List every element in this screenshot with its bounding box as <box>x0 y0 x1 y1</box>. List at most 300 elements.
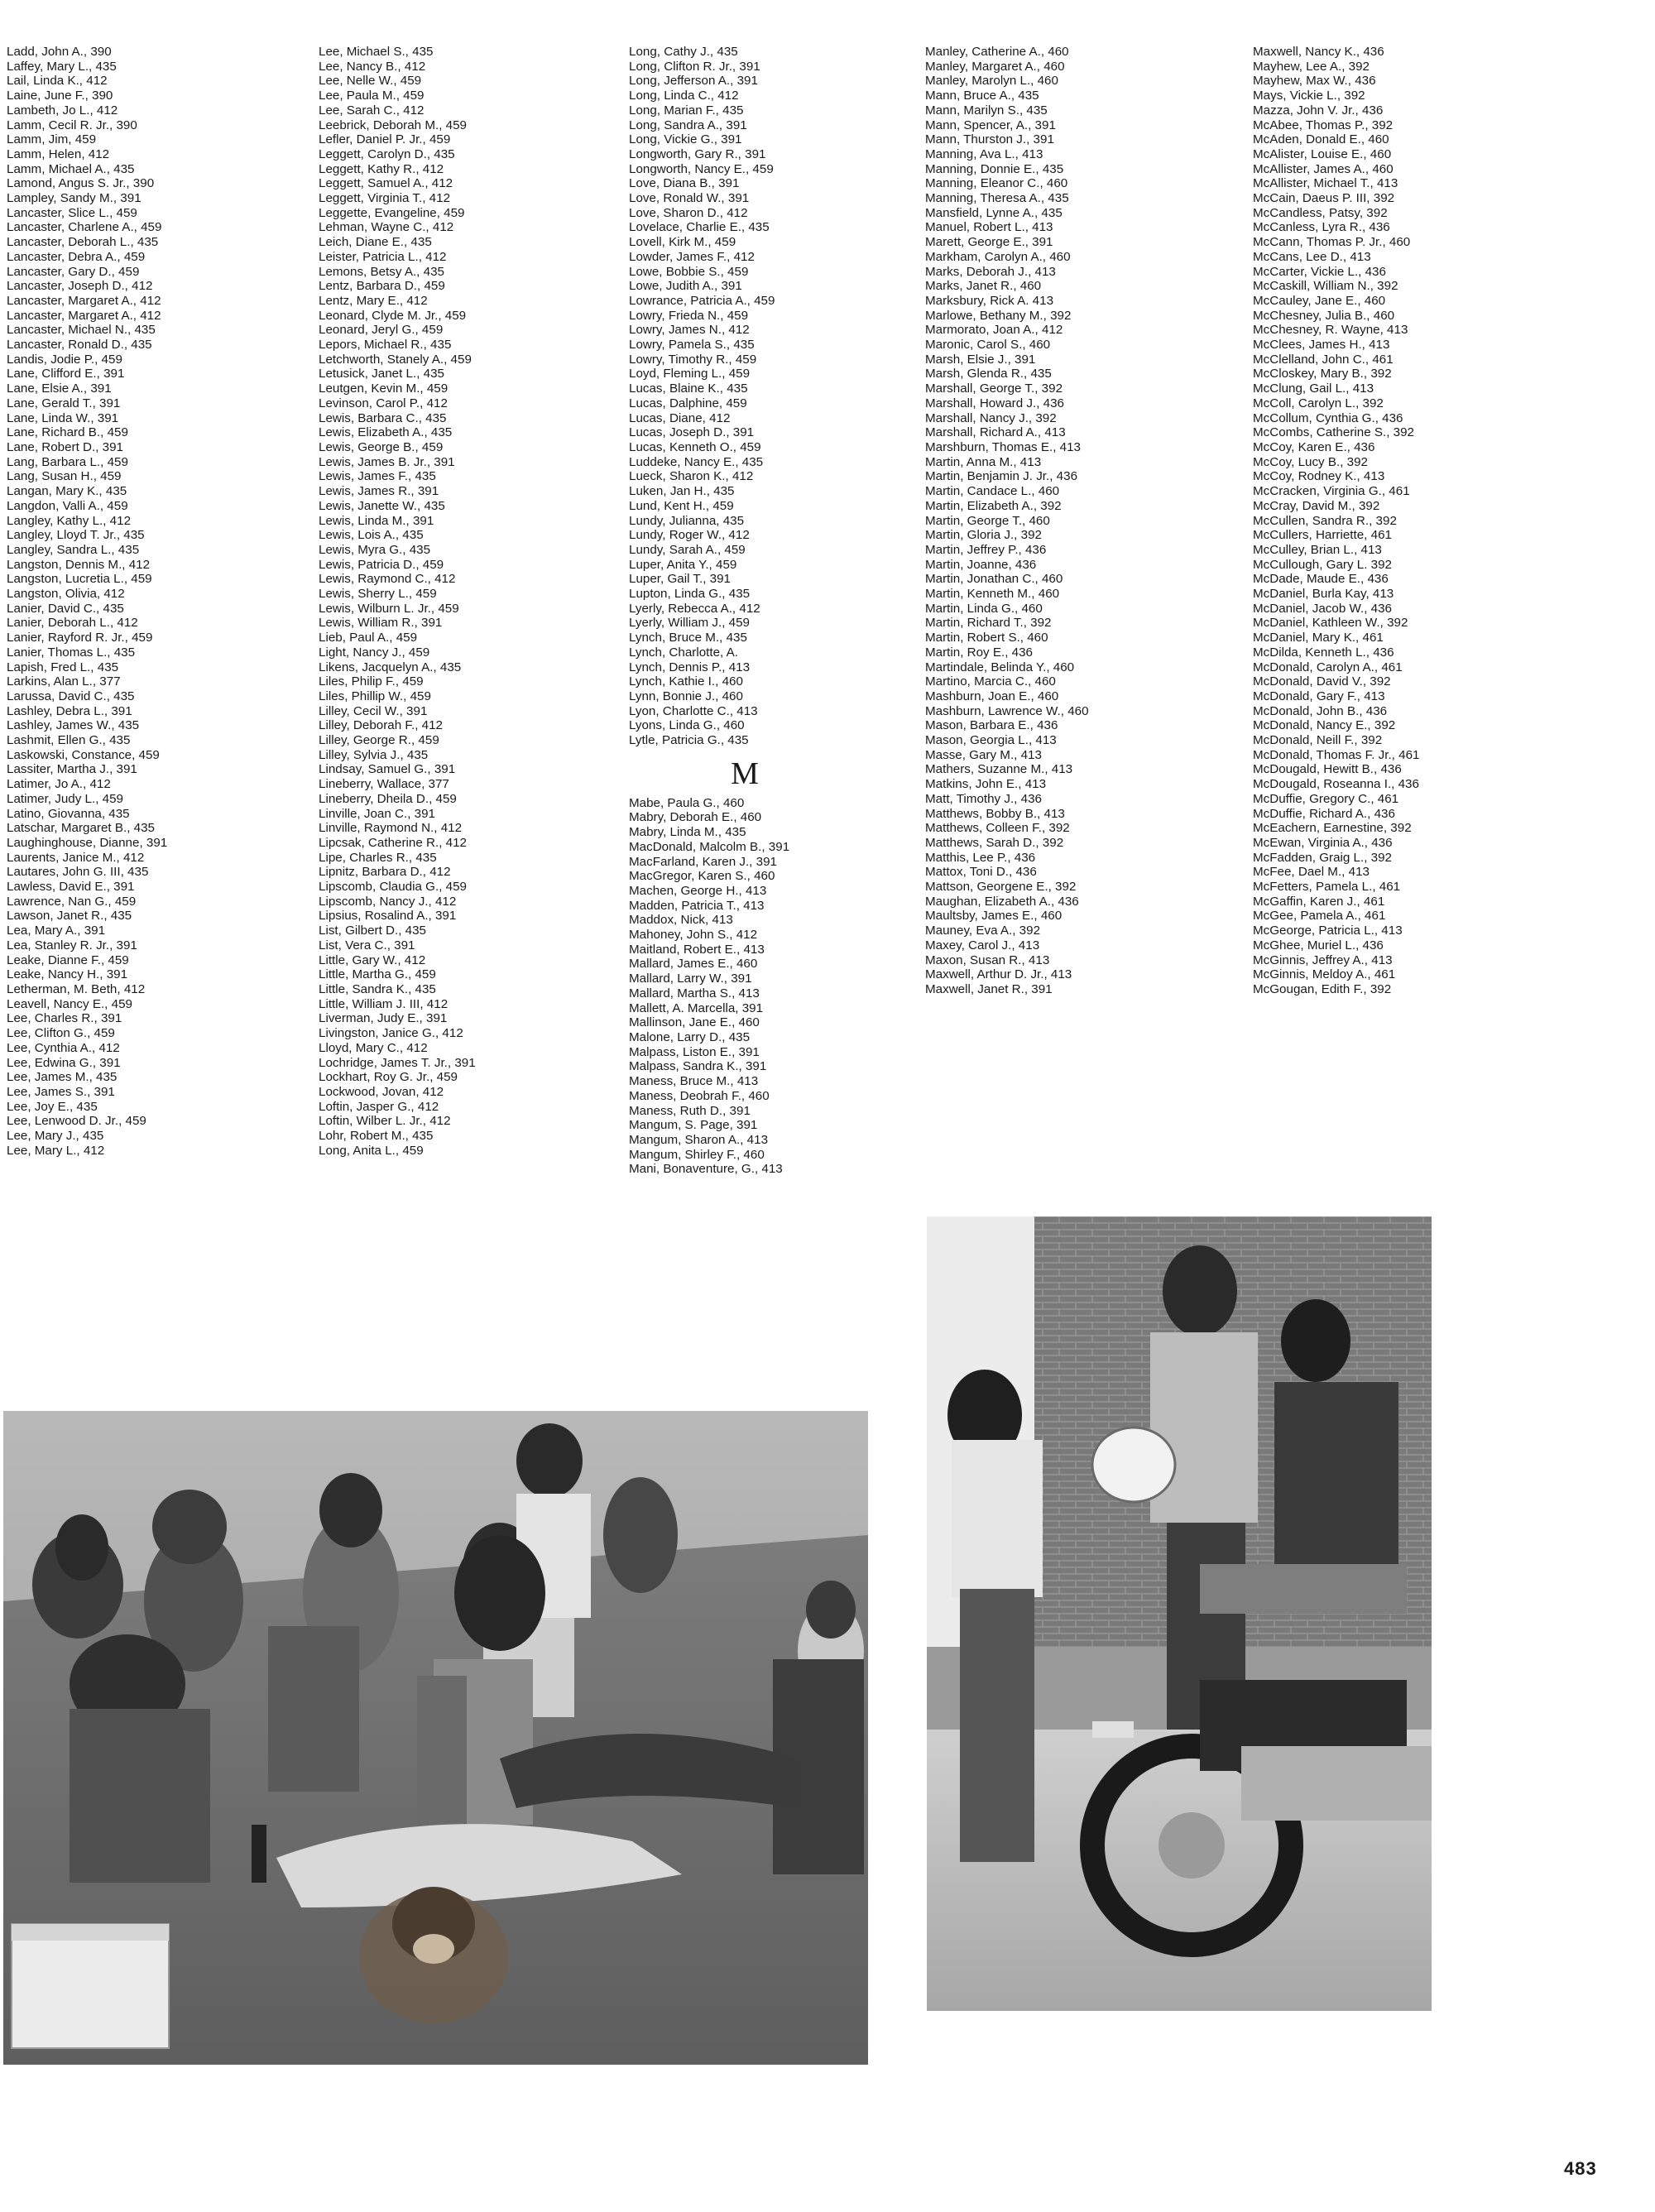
index-entry: Marks, Deborah J., 413 <box>925 264 1056 279</box>
index-entry: Langston, Olivia, 412 <box>7 587 125 602</box>
index-entry: McAden, Donald E., 460 <box>1253 132 1389 147</box>
index-entry: Lanier, Rayford R. Jr., 459 <box>7 631 153 645</box>
index-entry: Lewis, Raymond C., 412 <box>319 572 456 587</box>
index-entry: Leich, Diane E., 435 <box>319 235 432 250</box>
index-entry: Lipe, Charles R., 435 <box>319 850 437 865</box>
index-entry: Matkins, John E., 413 <box>925 777 1047 792</box>
index-entry: Lowrance, Patricia A., 459 <box>629 293 775 308</box>
index-entry: Maxon, Susan R., 413 <box>925 952 1050 967</box>
index-entry: Lipscomb, Nancy J., 412 <box>319 894 457 909</box>
index-entry: Loftin, Jasper G., 412 <box>319 1099 439 1114</box>
index-entry: Long, Jefferson A., 391 <box>629 74 758 89</box>
index-column-5 <box>1253 45 1419 997</box>
index-entry: Lucas, Kenneth O., 459 <box>629 439 761 454</box>
index-entry: Lewis, James F., 435 <box>319 469 436 484</box>
index-column-1 <box>7 45 167 1158</box>
index-entry: Manning, Theresa A., 435 <box>925 191 1069 206</box>
index-entry: Lentz, Mary E., 412 <box>319 293 428 308</box>
index-entry: Lowe, Judith A., 391 <box>629 279 742 294</box>
index-entry: Maxey, Carol J., 413 <box>925 938 1040 952</box>
index-entry: Leggett, Carolyn D., 435 <box>319 146 455 161</box>
index-entry: Loyd, Fleming L., 459 <box>629 367 751 381</box>
index-entry: Lundy, Roger W., 412 <box>629 528 750 543</box>
index-entry: Manuel, Robert L., 413 <box>925 220 1053 235</box>
index-entry: Lowry, Timothy R., 459 <box>629 352 757 367</box>
index-entry: Matthews, Colleen F., 392 <box>925 821 1070 836</box>
index-entry: Lancaster, Ronald D., 435 <box>7 338 152 353</box>
index-entry: Manning, Ava L., 413 <box>925 146 1043 161</box>
index-entry: Lail, Linda K., 412 <box>7 74 108 89</box>
index-entry: Lancaster, Joseph D., 412 <box>7 279 153 294</box>
index-entry: McCarter, Vickie L., 436 <box>1253 264 1386 279</box>
index-entry: Lueck, Sharon K., 412 <box>629 469 754 484</box>
index-entry: Laine, June F., 390 <box>7 89 113 103</box>
index-entry: McDonald, John B., 436 <box>1253 703 1388 718</box>
index-entry: Leake, Dianne F., 459 <box>7 952 129 967</box>
index-entry: Leister, Patricia L., 412 <box>319 249 447 264</box>
index-entry: McDonald, Thomas F. Jr., 461 <box>1253 747 1420 762</box>
index-entry: Marsh, Glenda R., 435 <box>925 367 1052 381</box>
index-entry: Marshburn, Thomas E., 413 <box>925 439 1081 454</box>
index-entry: Martin, Robert S., 460 <box>925 631 1048 645</box>
index-entry: Manley, Margaret A., 460 <box>925 59 1065 74</box>
index-entry: McCollum, Cynthia G., 436 <box>1253 410 1403 425</box>
index-entry: McDougald, Roseanna I., 436 <box>1253 777 1419 792</box>
index-entry: Marshall, George T., 392 <box>925 381 1063 396</box>
index-column-3 <box>629 45 861 1177</box>
index-entry: Livingston, Janice G., 412 <box>319 1026 463 1041</box>
index-entry: Masse, Gary M., 413 <box>925 747 1042 762</box>
index-entry: Lee, Joy E., 435 <box>7 1099 98 1114</box>
index-entry: McCain, Daeus P. III, 392 <box>1253 191 1395 206</box>
index-entry: Martin, Linda G., 460 <box>925 601 1043 616</box>
index-entry: Lee, Michael S., 435 <box>319 45 434 59</box>
index-entry: McChesney, R. Wayne, 413 <box>1253 323 1408 338</box>
index-entry: Lundy, Julianna, 435 <box>629 513 745 528</box>
index-entry: McCullers, Harriette, 461 <box>1253 528 1392 543</box>
index-entry: Lowry, Frieda N., 459 <box>629 308 749 323</box>
index-entry: Martin, Jeffrey P., 436 <box>925 542 1047 557</box>
index-entry: Lewis, James R., 391 <box>319 484 439 499</box>
index-entry: Lowder, James F., 412 <box>629 249 755 264</box>
index-entry: Martino, Marcia C., 460 <box>925 674 1056 689</box>
index-entry: Luddeke, Nancy E., 435 <box>629 454 764 469</box>
index-entry: Lochridge, James T. Jr., 391 <box>319 1055 476 1070</box>
index-entry: Mangum, Sharon A., 413 <box>629 1132 769 1147</box>
index-entry: Mallinson, Jane E., 460 <box>629 1015 760 1030</box>
index-entry: Laskowski, Constance, 459 <box>7 747 160 762</box>
index-entry: Lilley, George R., 459 <box>319 733 439 748</box>
index-entry: Mani, Bonaventure, G., 413 <box>629 1162 783 1177</box>
index-entry: Matt, Timothy J., 436 <box>925 791 1042 806</box>
index-entry: Lowry, James N., 412 <box>629 323 750 338</box>
index-entry: Latimer, Jo A., 412 <box>7 777 111 792</box>
index-entry: Mann, Marilyn S., 435 <box>925 103 1048 118</box>
index-entry: Martin, Benjamin J. Jr., 436 <box>925 469 1078 484</box>
index-entry: Mann, Thurston J., 391 <box>925 132 1054 147</box>
index-entry: Lamm, Michael A., 435 <box>7 161 135 176</box>
index-entry: Lancaster, Margaret A., 412 <box>7 308 161 323</box>
index-entry: McDonald, Carolyn A., 461 <box>1253 660 1403 674</box>
index-entry: List, Vera C., 391 <box>319 938 415 952</box>
index-entry: Liverman, Judy E., 391 <box>319 1011 448 1026</box>
index-entry: Likens, Jacquelyn A., 435 <box>319 660 462 674</box>
index-entry: Lewis, Wilburn L. Jr., 459 <box>319 601 459 616</box>
index-entry: Lane, Clifford E., 391 <box>7 367 125 381</box>
index-entry: Lockhart, Roy G. Jr., 459 <box>319 1070 458 1085</box>
index-entry: Lee, Mary L., 412 <box>7 1143 105 1158</box>
index-entry: Lupton, Linda G., 435 <box>629 587 751 602</box>
index-entry: Lewis, Myra G., 435 <box>319 542 431 557</box>
index-entry: Lynch, Kathie I., 460 <box>629 674 743 689</box>
index-entry: Mansfield, Lynne A., 435 <box>925 205 1063 220</box>
index-entry: Matthews, Sarah D., 392 <box>925 835 1064 850</box>
index-entry: Mays, Vickie L., 392 <box>1253 89 1365 103</box>
index-entry: Mabry, Linda M., 435 <box>629 825 746 840</box>
index-entry: Lynn, Bonnie J., 460 <box>629 689 743 703</box>
index-entry: Martin, Roy E., 436 <box>925 645 1033 660</box>
index-entry: Lapish, Fred L., 435 <box>7 660 119 674</box>
index-entry: Mayhew, Max W., 436 <box>1253 74 1376 89</box>
index-entry: Lynch, Dennis P., 413 <box>629 660 751 674</box>
index-entry: Malpass, Liston E., 391 <box>629 1044 760 1059</box>
index-entry: Markham, Carolyn A., 460 <box>925 249 1071 264</box>
index-entry: McCray, David M., 392 <box>1253 498 1380 513</box>
index-entry: Lockwood, Jovan, 412 <box>319 1084 444 1099</box>
index-entry: Linville, Raymond N., 412 <box>319 821 463 836</box>
index-entry: Larussa, David C., 435 <box>7 689 135 703</box>
index-entry: Lefler, Daniel P. Jr., 459 <box>319 132 451 147</box>
index-entry: Lee, Nelle W., 459 <box>319 74 422 89</box>
index-entry: Lepors, Michael R., 435 <box>319 338 452 353</box>
index-entry: Long, Cathy J., 435 <box>629 45 738 59</box>
index-entry: Liles, Phillip W., 459 <box>319 689 431 703</box>
index-entry: Lindsay, Samuel G., 391 <box>319 762 456 777</box>
index-entry: McGougan, Edith F., 392 <box>1253 982 1392 996</box>
index-entry: Lipscomb, Claudia G., 459 <box>319 880 467 895</box>
index-entry: Marlowe, Bethany M., 392 <box>925 308 1072 323</box>
index-entry: Lampley, Sandy M., 391 <box>7 191 142 206</box>
index-entry: McCloskey, Mary B., 392 <box>1253 367 1392 381</box>
index-entry: McDaniel, Burla Kay, 413 <box>1253 587 1394 602</box>
index-entry: Leggett, Virginia T., 412 <box>319 191 451 206</box>
index-entry: McCoy, Lucy B., 392 <box>1253 454 1368 469</box>
index-entry: Lawless, David E., 391 <box>7 880 135 895</box>
index-entry: McCanless, Lyra R., 436 <box>1253 220 1390 235</box>
index-entry: Lyon, Charlotte C., 413 <box>629 703 758 718</box>
index-entry: MacDonald, Malcolm B., 391 <box>629 839 790 854</box>
index-entry: Martin, Kenneth M., 460 <box>925 587 1060 602</box>
index-entry: Lineberry, Dheila D., 459 <box>319 791 457 806</box>
index-entry: Mashburn, Lawrence W., 460 <box>925 703 1089 718</box>
index-entry: Maness, Ruth D., 391 <box>629 1103 751 1118</box>
index-entry: Lucas, Dalphine, 459 <box>629 396 747 410</box>
index-entry: Langley, Sandra L., 435 <box>7 542 140 557</box>
index-entry: Lloyd, Mary C., 412 <box>319 1040 428 1055</box>
index-entry: Landis, Jodie P., 459 <box>7 352 122 367</box>
index-entry: Lentz, Barbara D., 459 <box>319 279 445 294</box>
index-entry: Mann, Spencer, A., 391 <box>925 118 1056 132</box>
index-entry: Lilley, Sylvia J., 435 <box>319 747 429 762</box>
index-entry: Laughinghouse, Dianne, 391 <box>7 835 168 850</box>
students-with-motorcycle-photo <box>927 1216 1432 2011</box>
index-entry: Mayhew, Lee A., 392 <box>1253 59 1370 74</box>
index-entry: Marmorato, Joan A., 412 <box>925 323 1063 338</box>
index-entry: Latschar, Margaret B., 435 <box>7 821 155 836</box>
index-entry: Lewis, Janette W., 435 <box>319 498 445 513</box>
index-entry: Lilley, Cecil W., 391 <box>319 703 428 718</box>
index-entry: Larkins, Alan L., 377 <box>7 674 121 689</box>
index-entry: Marett, George E., 391 <box>925 235 1053 250</box>
index-entry: Mabry, Deborah E., 460 <box>629 810 762 825</box>
index-entry: Lundy, Sarah A., 459 <box>629 542 746 557</box>
index-entry: Lipnitz, Barbara D., 412 <box>319 865 451 880</box>
index-entry: Langston, Lucretia L., 459 <box>7 572 152 587</box>
index-entry: Laurents, Janice M., 412 <box>7 850 145 865</box>
index-entry: Long, Linda C., 412 <box>629 89 739 103</box>
index-entry: Lowry, Pamela S., 435 <box>629 338 755 353</box>
index-entry: Langley, Lloyd T. Jr., 435 <box>7 528 145 543</box>
index-entry: Maughan, Elizabeth A., 436 <box>925 894 1079 909</box>
index-entry: McGee, Pamela A., 461 <box>1253 909 1386 924</box>
index-entry: Mangum, S. Page, 391 <box>629 1118 758 1133</box>
index-entry: McCoy, Rodney K., 413 <box>1253 469 1385 484</box>
index-entry: Luper, Gail T., 391 <box>629 572 731 587</box>
index-entry: Little, Martha G., 459 <box>319 967 436 982</box>
index-column-3-m-entries <box>629 796 861 1177</box>
index-entry: Martin, Gloria J., 392 <box>925 528 1042 543</box>
index-entry: Lee, Cynthia A., 412 <box>7 1040 120 1055</box>
index-entry: Manning, Donnie E., 435 <box>925 161 1064 176</box>
index-entry: Lanier, David C., 435 <box>7 601 124 616</box>
index-entry: Lautares, John G. III, 435 <box>7 865 149 880</box>
index-entry: Mauney, Eva A., 392 <box>925 924 1041 938</box>
index-entry: Luper, Anita Y., 459 <box>629 557 737 572</box>
index-entry: Levinson, Carol P., 412 <box>319 396 448 410</box>
index-entry: McAllister, Michael T., 413 <box>1253 176 1398 191</box>
index-entry: Langley, Kathy L., 412 <box>7 513 132 528</box>
index-entry: Lane, Gerald T., 391 <box>7 396 121 410</box>
index-entry: McDuffie, Gregory C., 461 <box>1253 791 1399 806</box>
index-entry: Mangum, Shirley F., 460 <box>629 1147 765 1162</box>
index-entry: Lucas, Diane, 412 <box>629 410 731 425</box>
index-entry: McClees, James H., 413 <box>1253 338 1390 353</box>
index-entry: Love, Ronald W., 391 <box>629 191 750 206</box>
index-entry: McEachern, Earnestine, 392 <box>1253 821 1412 836</box>
index-entry: Lamm, Jim, 459 <box>7 132 97 147</box>
index-entry: Light, Nancy J., 459 <box>319 645 430 660</box>
index-entry: Langdon, Valli A., 459 <box>7 498 128 513</box>
index-entry: McColl, Carolyn L., 392 <box>1253 396 1384 410</box>
index-entry: Maultsby, James E., 460 <box>925 909 1063 924</box>
index-entry: Loftin, Wilber L. Jr., 412 <box>319 1114 451 1129</box>
index-entry: McDougald, Hewitt B., 436 <box>1253 762 1402 777</box>
index-entry: Marshall, Howard J., 436 <box>925 396 1064 410</box>
index-entry: Leonard, Clyde M. Jr., 459 <box>319 308 467 323</box>
index-entry: Lipcsak, Catherine R., 412 <box>319 835 467 850</box>
index-entry: Lowe, Bobbie S., 459 <box>629 264 749 279</box>
index-entry: Langston, Dennis M., 412 <box>7 557 151 572</box>
index-entry: Love, Diana B., 391 <box>629 176 740 191</box>
index-entry: McGinnis, Meldoy A., 461 <box>1253 967 1396 982</box>
index-entry: Martin, George T., 460 <box>925 513 1050 528</box>
index-entry: McAllister, James A., 460 <box>1253 161 1394 176</box>
index-entry: Lineberry, Wallace, 377 <box>319 777 449 792</box>
index-entry: Lashmit, Ellen G., 435 <box>7 733 131 748</box>
index-entry: Lilley, Deborah F., 412 <box>319 718 443 733</box>
index-entry: Mathers, Suzanne M., 413 <box>925 762 1073 777</box>
index-entry: Lancaster, Gary D., 459 <box>7 264 140 279</box>
index-entry: Lewis, Barbara C., 435 <box>319 410 447 425</box>
index-entry: Manley, Marolyn L., 460 <box>925 74 1058 89</box>
index-entry: Lancaster, Margaret A., 412 <box>7 293 161 308</box>
index-entry: Little, William J. III, 412 <box>319 996 449 1011</box>
index-entry: Lee, Charles R., 391 <box>7 1011 122 1026</box>
index-entry: Marks, Janet R., 460 <box>925 279 1042 294</box>
index-entry: McGinnis, Jeffrey A., 413 <box>1253 952 1393 967</box>
index-entry: Lanier, Deborah L., 412 <box>7 616 138 631</box>
section-letter-m: M <box>731 756 759 791</box>
index-entry: McDonald, Gary F., 413 <box>1253 689 1385 703</box>
index-entry: List, Gilbert D., 435 <box>319 924 426 938</box>
index-entry: Lee, Clifton G., 459 <box>7 1026 115 1041</box>
index-entry: Matthis, Lee P., 436 <box>925 850 1036 865</box>
index-entry: Mason, Georgia L., 413 <box>925 733 1057 748</box>
index-entry: Lee, Edwina G., 391 <box>7 1055 121 1070</box>
index-entry: Lancaster, Debra A., 459 <box>7 249 146 264</box>
index-entry: Madden, Patricia T., 413 <box>629 898 765 913</box>
index-entry: Martin, Elizabeth A., 392 <box>925 498 1062 513</box>
index-entry: Lassiter, Martha J., 391 <box>7 762 137 777</box>
index-entry: Maxwell, Janet R., 391 <box>925 982 1053 996</box>
index-entry: Letherman, M. Beth, 412 <box>7 982 146 996</box>
index-entry: Lancaster, Deborah L., 435 <box>7 235 159 250</box>
index-entry: McDonald, Nancy E., 392 <box>1253 718 1396 733</box>
index-entry: Letusick, Janet L., 435 <box>319 367 444 381</box>
index-entry: Machen, George H., 413 <box>629 883 767 898</box>
index-entry: Mashburn, Joan E., 460 <box>925 689 1059 703</box>
index-entry: McGaffin, Karen J., 461 <box>1253 894 1385 909</box>
index-entry: Lawrence, Nan G., 459 <box>7 894 137 909</box>
index-entry: Leggett, Samuel A., 412 <box>319 176 453 191</box>
index-entry: McDonald, Neill F., 392 <box>1253 733 1383 748</box>
index-entry: McDilda, Kenneth L., 436 <box>1253 645 1394 660</box>
index-entry: Linville, Joan C., 391 <box>319 806 435 821</box>
index-entry: Lund, Kent H., 459 <box>629 498 734 513</box>
index-entry: McCans, Lee D., 413 <box>1253 249 1371 264</box>
index-entry: Mazza, John V. Jr., 436 <box>1253 103 1384 118</box>
index-entry: McCauley, Jane E., 460 <box>1253 293 1386 308</box>
index-entry: Lucas, Blaine K., 435 <box>629 381 748 396</box>
index-entry: Maddox, Nick, 413 <box>629 913 733 928</box>
index-entry: Lemons, Betsy A., 435 <box>319 264 444 279</box>
index-entry: Marshall, Richard A., 413 <box>925 425 1066 440</box>
index-entry: Leggette, Evangeline, 459 <box>319 205 465 220</box>
index-entry: Matthews, Bobby B., 413 <box>925 806 1065 821</box>
index-entry: Lynch, Charlotte, A. <box>629 645 738 660</box>
index-entry: Lewis, Linda M., 391 <box>319 513 434 528</box>
index-entry: Leggett, Kathy R., 412 <box>319 161 444 176</box>
index-entry: Lewis, Lois A., 435 <box>319 528 424 543</box>
index-entry: Lee, Nancy B., 412 <box>319 59 426 74</box>
index-entry: Maness, Bruce M., 413 <box>629 1074 759 1089</box>
index-entry: McClung, Gail L., 413 <box>1253 381 1374 396</box>
index-entry: Leebrick, Deborah M., 459 <box>319 118 467 132</box>
index-entry: Maness, Deobrah F., 460 <box>629 1088 770 1103</box>
index-entry: McFee, Dael M., 413 <box>1253 865 1370 880</box>
index-entry: Little, Sandra K., 435 <box>319 982 436 996</box>
index-entry: Lewis, George B., 459 <box>319 439 444 454</box>
index-entry: Latimer, Judy L., 459 <box>7 791 123 806</box>
index-entry: Letchworth, Stanely A., 459 <box>319 352 472 367</box>
index-entry: Long, Clifton R. Jr., 391 <box>629 59 760 74</box>
index-entry: Lambeth, Jo L., 412 <box>7 103 118 118</box>
index-entry: McCaskill, William N., 392 <box>1253 279 1398 294</box>
index-entry: Lanier, Thomas L., 435 <box>7 645 136 660</box>
index-entry: McDaniel, Jacob W., 436 <box>1253 601 1392 616</box>
index-entry: Lipsius, Rosalind A., 391 <box>319 909 457 924</box>
index-entry: Ladd, John A., 390 <box>7 45 112 59</box>
index-column-4 <box>925 45 1089 997</box>
index-entry: McCulley, Brian L., 413 <box>1253 542 1382 557</box>
index-entry: Maxwell, Arthur D. Jr., 413 <box>925 967 1072 982</box>
index-entry: Lane, Elsie A., 391 <box>7 381 112 396</box>
index-column-2 <box>319 45 476 1158</box>
index-entry: Lewis, William R., 391 <box>319 616 443 631</box>
index-entry: Martindale, Belinda Y., 460 <box>925 660 1075 674</box>
index-entry: McCoy, Karen E., 436 <box>1253 439 1375 454</box>
index-entry: Leavell, Nancy E., 459 <box>7 996 132 1011</box>
index-entry: Lane, Robert D., 391 <box>7 439 123 454</box>
index-entry: Martin, Jonathan C., 460 <box>925 572 1063 587</box>
index-entry: Mattson, Georgene E., 392 <box>925 880 1077 895</box>
index-entry: Luken, Jan H., 435 <box>629 484 735 499</box>
index-entry: Lytle, Patricia G., 435 <box>629 733 749 748</box>
index-entry: Langan, Mary K., 435 <box>7 484 127 499</box>
index-entry: McDaniel, Kathleen W., 392 <box>1253 616 1408 631</box>
index-entry: Lyerly, William J., 459 <box>629 616 751 631</box>
index-entry: Lynch, Bruce M., 435 <box>629 631 747 645</box>
index-entry: Lancaster, Slice L., 459 <box>7 205 137 220</box>
index-entry: Lawson, Janet R., 435 <box>7 909 132 924</box>
index-entry: Lamm, Helen, 412 <box>7 146 110 161</box>
index-entry: McCullough, Gary L. 392 <box>1253 557 1392 572</box>
index-entry: Martin, Anna M., 413 <box>925 454 1042 469</box>
index-entry: McCullen, Sandra R., 392 <box>1253 513 1397 528</box>
index-entry: Long, Sandra A., 391 <box>629 118 747 132</box>
index-entry: Marshall, Nancy J., 392 <box>925 410 1057 425</box>
index-entry: Mahoney, John S., 412 <box>629 928 758 943</box>
index-entry: Martin, Richard T., 392 <box>925 616 1052 631</box>
index-entry: Laffey, Mary L., 435 <box>7 59 117 74</box>
index-entry: MacGregor, Karen S., 460 <box>629 869 775 884</box>
index-entry: Mallard, Martha S., 413 <box>629 986 760 1000</box>
index-entry: Lamm, Cecil R. Jr., 390 <box>7 118 137 132</box>
index-entry: Marksbury, Rick A. 413 <box>925 293 1054 308</box>
index-entry: Longworth, Nancy E., 459 <box>629 161 774 176</box>
index-entry: Lovell, Kirk M., 459 <box>629 235 736 250</box>
index-entry: Maronic, Carol S., 460 <box>925 338 1051 353</box>
index-entry: McDade, Maude E., 436 <box>1253 572 1389 587</box>
index-entry: Martin, Joanne, 436 <box>925 557 1037 572</box>
index-entry: Lewis, Sherry L., 459 <box>319 587 437 602</box>
index-entry: McCombs, Catherine S., 392 <box>1253 425 1414 440</box>
index-entry: Lovelace, Charlie E., 435 <box>629 220 770 235</box>
index-entry: Mattox, Toni D., 436 <box>925 865 1037 880</box>
index-entry: Lane, Richard B., 459 <box>7 425 128 440</box>
index-entry: Lehman, Wayne C., 412 <box>319 220 454 235</box>
index-entry: Lewis, James B. Jr., 391 <box>319 454 455 469</box>
